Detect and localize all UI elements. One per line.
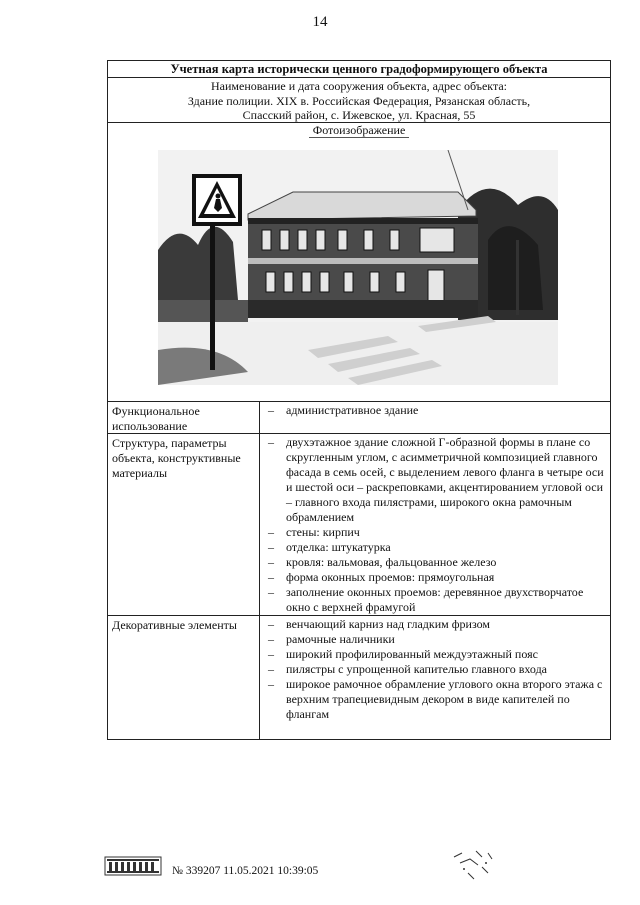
structure-item: – кровля: вальмовая, фальцованное железо <box>264 555 606 570</box>
decorative-item: – рамочные наличники <box>264 632 606 647</box>
object-name-section <box>108 78 610 123</box>
functional-use-label: Функциональное использование <box>108 402 260 433</box>
decorative-elements-row <box>108 616 610 739</box>
page-number: 14 <box>312 14 328 30</box>
structure-item: – форма оконных проемов: прямоугольная <box>264 570 606 585</box>
structure-item: – стены: кирпич <box>264 525 606 540</box>
functional-use-item: – административное здание <box>264 403 606 418</box>
photo-caption: Фотоизображение <box>309 123 410 138</box>
structure-label: Структура, параметры объекта, конструктивные материалы <box>108 434 260 615</box>
building-photo <box>158 150 558 385</box>
decorative-elements-label: Декоративные элементы <box>108 616 260 739</box>
structure-item: – заполнение оконных проемов: деревянное двухстворчатое окно с верхней фрамугой <box>264 585 606 615</box>
signature-mark <box>448 843 498 885</box>
object-name-heading: Наименование и дата сооружения объекта, адрес объекта: <box>210 79 508 93</box>
registration-card <box>107 60 611 740</box>
structure-row <box>108 434 610 616</box>
registration-number: № 339207 11.05.2021 10:39:05 <box>172 865 319 877</box>
stamp-logo <box>104 856 162 876</box>
structure-item: – двухэтажное здание сложной Г-образной формы в плане со скругленным углом, с асимметричной композицией главного фасада в семь осей, с выделением левого фланга в четыре оси и шестой оси – раскреповками, акцентированием угловой оси – главного входа пилястрами, широкого окна рамочным обрамлением <box>264 435 606 525</box>
object-name-line-1: Здание полиции. XIX в. Российская Федерация, Рязанская область, <box>187 93 531 108</box>
decorative-item: – широкое рамочное обрамление углового окна второго этажа с верхним трапециевидным декором в виде капителей по флангам <box>264 677 606 722</box>
structure-item: – отделка: штукатурка <box>264 540 606 555</box>
photo-section <box>108 123 610 402</box>
card-title: Учетная карта исторически ценного градоформирующего объекта <box>108 61 610 78</box>
decorative-item: – венчающий карниз над гладким фризом <box>264 617 606 632</box>
decorative-item: – широкий профилированный междуэтажный пояс <box>264 647 606 662</box>
object-name-line-2: Спасский район, с. Ижевское, ул. Красная, 55 <box>242 108 476 122</box>
building-photo-drawing <box>158 150 558 385</box>
decorative-item: – пилястры с упрощенной капителью главного входа <box>264 662 606 677</box>
functional-use-row <box>108 402 610 434</box>
